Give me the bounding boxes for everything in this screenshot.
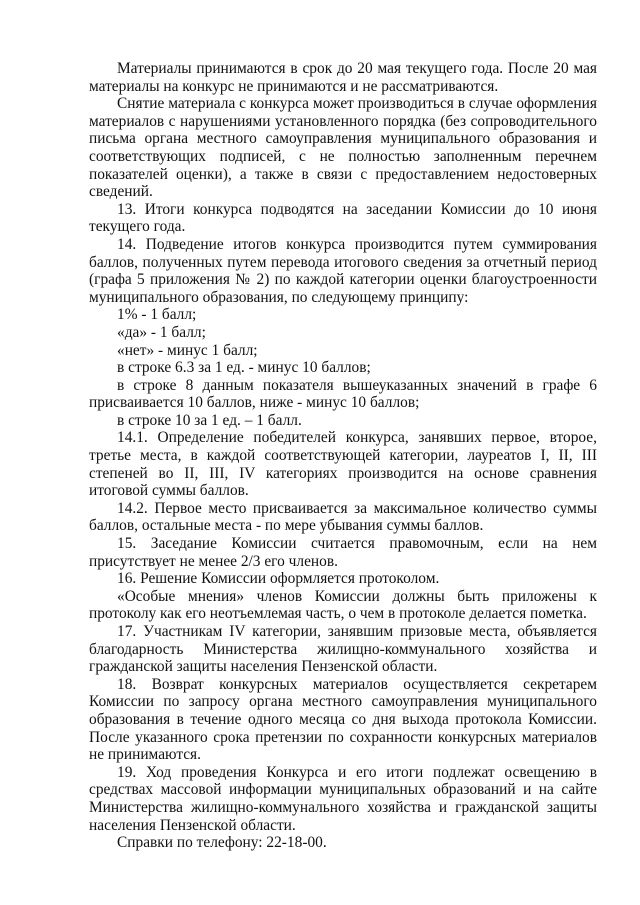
paragraph-materials-deadline: Материалы принимаются в срок до 20 мая текущего года. После 20 мая материалы на конкурс не принимаются и не рассматриваются.	[89, 60, 597, 95]
scoring-rule-yes: «да» - 1 балл;	[117, 323, 206, 341]
paragraph-13: 13. Итоги конкурса подводятся на заседании Комиссии до 10 июня текущего года.	[89, 200, 597, 236]
paragraph-14: 14. Подведение итогов конкурса производится путем суммирования баллов, полученных путем перевода итогового сведения за отчетный период (графа 5 приложения № 2) по каждой категории оценки благоустроенности муниципального образования, по следующему принципу:	[89, 235, 597, 306]
scoring-rule-row-10: в строке 10 за 1 ед. – 1 балл.	[117, 411, 302, 429]
scoring-rule-no: «нет» - минус 1 балл;	[117, 341, 258, 359]
scoring-rule-percent: 1% - 1 балл;	[117, 306, 197, 324]
paragraph-19: 19. Ход проведения Конкурса и его итоги подлежат освещению в средствах массовой информации муниципальных образований и на сайте Министерства жилищно-коммунального хозяйства и гражданской защиты населения Пензенской области.	[89, 763, 597, 834]
contact-phone-line: Справки по телефону: 22-18-00.	[117, 834, 327, 852]
document-page	[89, 60, 597, 852]
scoring-rule-row-6-3: в строке 6.3 за 1 ед. - минус 10 баллов;	[117, 359, 371, 377]
paragraph-16: 16. Решение Комиссии оформляется протоколом.	[117, 570, 440, 588]
paragraph-18: 18. Возврат конкурсных материалов осуществляется секретарем Комиссии по запросу органа местного самоуправления муниципального образования в течение одного месяца со дня выхода протокола Комиссии. После указанного срока претензии по сохранности конкурсных материалов не принимаются.	[89, 675, 597, 764]
paragraph-14-2: 14.2. Первое место присваивается за максимальное количество суммы баллов, остальные места - по мере убывания суммы баллов.	[89, 499, 597, 535]
paragraph-15: 15. Заседание Комиссии считается правомочным, если на нем присутствует не менее 2/3 его членов.	[89, 535, 597, 570]
paragraph-17: 17. Участникам IV категории, занявшим призовые места, объявляется благодарность Министерства жилищно-коммунального хозяйства и гражданской защиты населения Пензенской области.	[89, 623, 597, 676]
paragraph-special-opinions: «Особые мнения» членов Комиссии должны быть приложены к протоколу как его неотъемлемая часть, о чем в протоколе делается пометка.	[89, 587, 597, 623]
paragraph-withdrawal: Снятие материала с конкурса может производиться в случае оформления материалов с нарушениями установленного порядка (без сопроводительного письма органа местного самоуправления муниципального образования и соответствующих подписей, с не полностью заполненным перечнем показателей оценки), а также в связи с предоставлением недостоверных сведений.	[89, 95, 597, 201]
scoring-rule-row-8: в строке 8 данным показателя вышеуказанных значений в графе 6 присваивается 10 баллов, ниже - минус 10 баллов;	[89, 376, 597, 412]
paragraph-14-1: 14.1. Определение победителей конкурса, занявших первое, второе, третье места, в каждой соответствующей категории, лауреатов I, II, III степеней во II, III, IV категориях производится на основе сравнения итоговой суммы баллов.	[89, 429, 597, 500]
